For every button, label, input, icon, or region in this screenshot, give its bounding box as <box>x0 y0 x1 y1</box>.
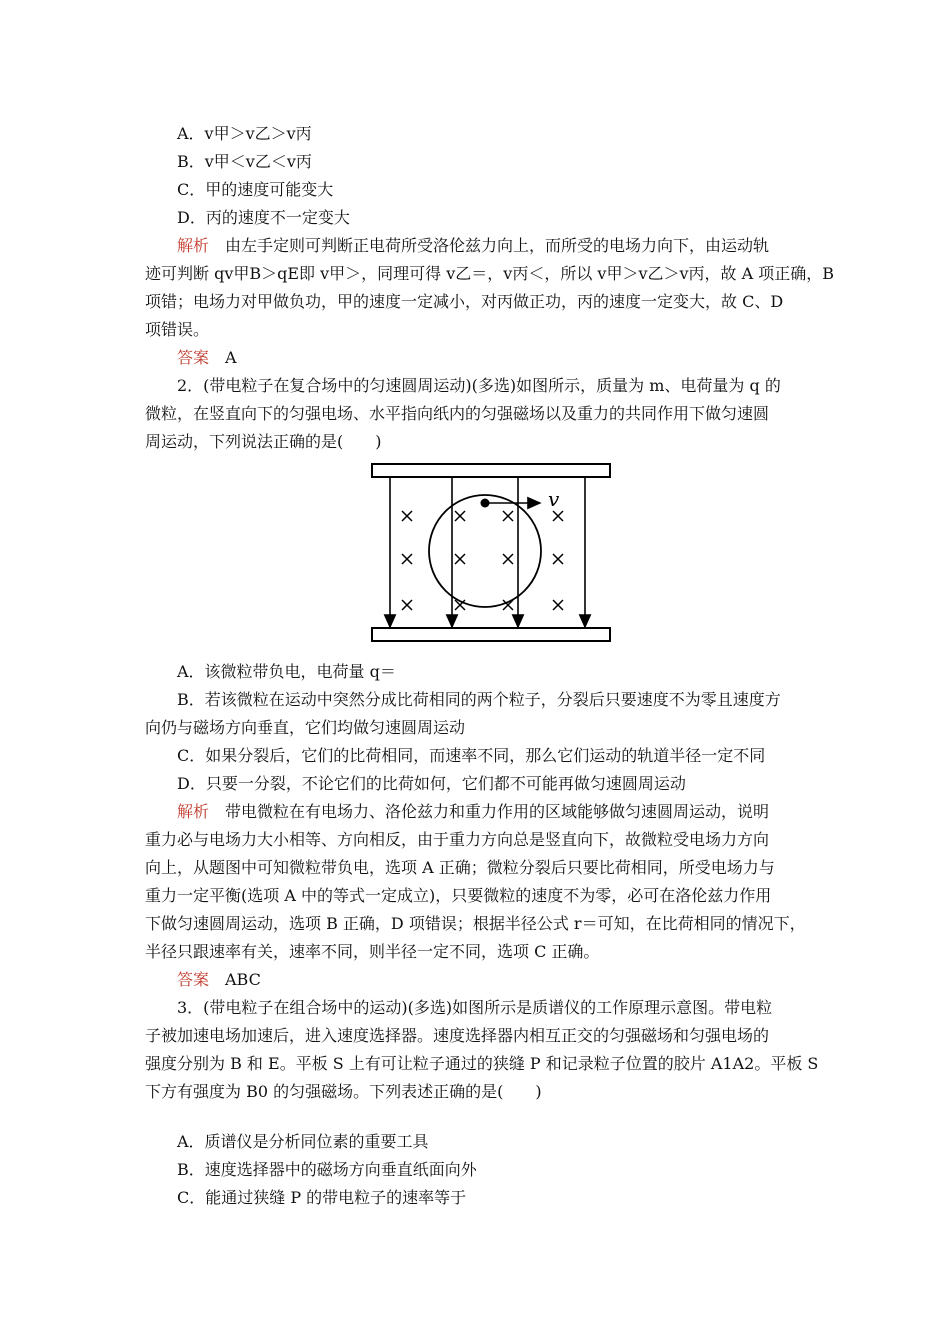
q2-option-b-line-2: 向仍与磁场方向垂直，它们均做匀速圆周运动 <box>145 718 466 737</box>
q1-analysis-line-1: 解析 由左手定则可判断正电荷所受洛伦兹力向上，而所受的电场力向下，由运动轨 <box>177 236 770 255</box>
q1-answer: A <box>225 348 237 367</box>
q3-stem-line-1: 3．(带电粒子在组合场中的运动)(多选)如图所示是质谱仪的工作原理示意图。带电粒 <box>177 998 773 1017</box>
q1-option-a: A．v甲＞v乙＞v丙 <box>177 124 312 143</box>
q2-analysis-line-6: 半径只跟速率有关，速率不同，则半径一定不同，选项 C 正确。 <box>145 942 600 961</box>
q3-option-b: B．速度选择器中的磁场方向垂直纸面向外 <box>177 1160 477 1179</box>
q2-answer-label: 答案 <box>177 970 210 989</box>
q2-answer: ABC <box>225 970 261 989</box>
q2-analysis-line-5: 下做匀速圆周运动，选项 B 正确，D 项错误；根据半径公式 r＝可知，在比荷相同的情况下， <box>145 914 806 933</box>
q1-analysis-line-2: 迹可判断 qv甲B＞qE即 v甲＞，同理可得 v乙＝，v丙＜，所以 v甲＞v乙＞v丙，故 A 项正确，B <box>145 264 835 283</box>
q3-stem-line-3: 强度分别为 B 和 E。平板 S 上有可让粒子通过的狭缝 P 和记录粒子位置的胶片 A1A2。平板 S <box>145 1054 819 1073</box>
q1-answer-label: 答案 <box>177 348 210 367</box>
q3-stem-line-2: 子被加速电场加速后，进入速度选择器。速度选择器内相互正交的匀强磁场和匀强电场的 <box>145 1026 770 1045</box>
top-plate <box>372 464 610 477</box>
q2-analysis-line-2: 重力必与电场力大小相等、方向相反，由于重力方向总是竖直向下，故微粒受电场力方向 <box>145 830 770 849</box>
q2-option-a: A．该微粒带负电，电荷量 q＝ <box>177 662 396 681</box>
q2-stem-line-1: 2．(带电粒子在复合场中的匀速圆周运动)(多选)如图所示，质量为 m、电荷量为 q 的 <box>177 376 781 395</box>
circular-orbit <box>429 495 541 607</box>
magnetic-field-crosses <box>402 511 563 610</box>
q1-option-c: C．甲的速度可能变大 <box>177 180 334 199</box>
q2-option-d: D．只要一分裂，不论它们的比荷如何，它们都不可能再做匀速圆周运动 <box>177 774 686 793</box>
q2-analysis-label: 解析 <box>177 802 210 821</box>
q1-analysis-label: 解析 <box>177 236 210 255</box>
q3-stem-line-4: 下方有强度为 B0 的匀强磁场。下列表述正确的是( ) <box>145 1082 542 1101</box>
q2-stem-line-3: 周运动，下列说法正确的是( ) <box>145 432 382 451</box>
q1-answer-line <box>177 348 237 368</box>
q1-analysis-line-4: 项错误。 <box>145 320 210 339</box>
q2-analysis-line-4: 重力一定平衡(选项 A 中的等式一定成立)，只要微粒的速度不为零，必可在洛伦兹力作用 <box>145 886 772 905</box>
q1-analysis-line-3: 项错；电场力对甲做负功，甲的速度一定减小，对丙做正功，丙的速度一定变大，故 C、D <box>145 292 784 311</box>
q1-option-d: D．丙的速度不一定变大 <box>177 208 350 227</box>
q2-option-b-line-1: B．若该微粒在运动中突然分成比荷相同的两个粒子，分裂后只要速度不为零且速度方 <box>177 690 781 709</box>
q1-option-b: B．v甲＜v乙＜v丙 <box>177 152 312 171</box>
q2-stem-line-2: 微粒，在竖直向下的匀强电场、水平指向纸内的匀强磁场以及重力的共同作用下做匀速圆 <box>145 404 770 423</box>
q2-option-c: C．如果分裂后，它们的比荷相同，而速率不同，那么它们运动的轨道半径一定不同 <box>177 746 766 765</box>
q2-analysis-line-1: 解析 带电微粒在有电场力、洛伦兹力和重力作用的区域能够做匀速圆周运动，说明 <box>177 802 770 821</box>
velocity-label: v <box>548 487 560 511</box>
q2-answer-line <box>177 970 261 990</box>
q3-option-c: C．能通过狭缝 P 的带电粒子的速率等于 <box>177 1188 467 1207</box>
bottom-plate <box>372 628 610 641</box>
q3-option-a: A．质谱仪是分析同位素的重要工具 <box>177 1132 429 1151</box>
q2-field-figure <box>360 456 620 646</box>
q2-analysis-line-3: 向上，从题图中可知微粒带负电，选项 A 正确；微粒分裂后只要比荷相同，所受电场力与 <box>145 858 775 877</box>
